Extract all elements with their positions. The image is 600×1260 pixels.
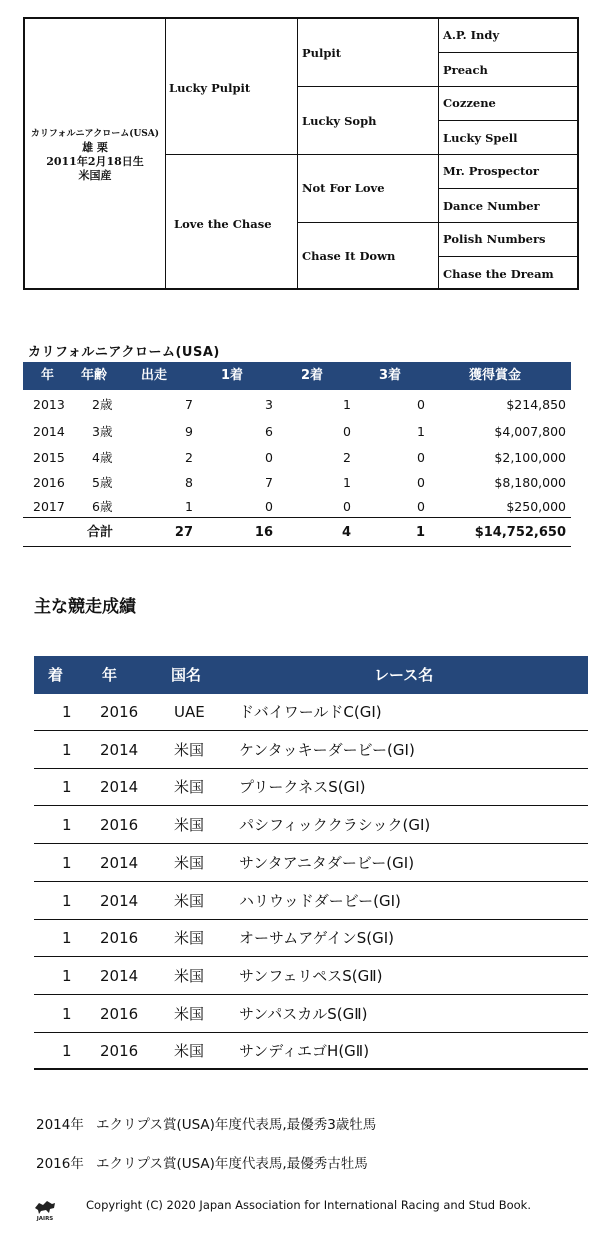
results-cell-third: 0 — [417, 397, 425, 412]
results-cell-earnings: $214,850 — [506, 397, 566, 412]
results-cell-second: 0 — [343, 499, 351, 514]
results-cell-third: 0 — [417, 499, 425, 514]
race-cell-country: 米国 — [174, 1042, 205, 1061]
pedigree-gen3-6: Dance Number — [439, 189, 579, 223]
race-cell-race-name: プリークネスS(GⅠ) — [239, 778, 366, 797]
race-cell-race-name: パシフィッククラシック(GⅠ) — [239, 816, 431, 835]
race-cell-country: 米国 — [174, 778, 205, 797]
races-header-country: 国名 — [171, 666, 202, 684]
race-cell-place: 1 — [62, 778, 72, 797]
svg-text:JAIRS: JAIRS — [36, 1216, 54, 1221]
major-races-title: 主な競走成績 — [34, 597, 136, 617]
race-cell-race-name: サンフェリペスS(GⅡ) — [239, 966, 383, 985]
results-cell-starts: 2 — [185, 450, 193, 465]
jairs-logo-icon — [32, 1195, 58, 1221]
results-cell-age: 6歳 — [92, 499, 113, 514]
results-cell-first: 3 — [265, 397, 273, 412]
race-cell-race-name: ドバイワールドC(GⅠ) — [239, 703, 382, 721]
race-cell-country: 米国 — [174, 740, 205, 759]
race-cell-year: 2014 — [100, 778, 139, 797]
results-cell-earnings: $250,000 — [506, 499, 566, 514]
horse-info-cell — [25, 19, 166, 290]
results-cell-earnings: $4,007,800 — [494, 424, 566, 439]
results-cell-starts: 9 — [185, 424, 193, 439]
pedigree-dam-sire: Not For Love — [298, 155, 439, 223]
award-year: 2016年 — [36, 1156, 84, 1172]
race-cell-place: 1 — [62, 929, 72, 948]
race-row — [34, 845, 588, 882]
results-header-earnings: 獲得賞金 — [469, 368, 522, 383]
race-cell-year: 2016 — [100, 929, 139, 948]
race-cell-place: 1 — [62, 853, 72, 872]
race-cell-place: 1 — [62, 1004, 72, 1023]
results-cell-first: 0 — [265, 450, 273, 465]
race-cell-race-name: サンディエゴH(GⅡ) — [239, 1042, 370, 1061]
results-header-year: 年 — [41, 368, 55, 383]
race-cell-country: 米国 — [174, 816, 205, 835]
results-cell-first: 0 — [265, 499, 273, 514]
race-cell-place: 1 — [62, 891, 72, 910]
race-cell-country: 米国 — [174, 1004, 205, 1023]
total-starts: 27 — [174, 525, 193, 540]
results-cell-second: 1 — [343, 475, 351, 490]
results-cell-second: 0 — [343, 424, 351, 439]
major-races-header-row — [34, 656, 588, 694]
results-row — [23, 495, 571, 519]
race-cell-race-name: サンタアニタダービー(GⅠ) — [239, 853, 415, 872]
total-first: 16 — [254, 525, 273, 540]
pedigree-gen3-3: Cozzene — [439, 87, 579, 121]
total-third: 1 — [415, 525, 425, 540]
total-label: 合計 — [87, 525, 114, 540]
results-row — [23, 393, 571, 417]
pedigree-table — [23, 17, 579, 290]
race-row — [34, 958, 588, 995]
race-cell-race-name: ハリウッドダービー(GⅠ) — [239, 891, 401, 910]
race-cell-year: 2014 — [100, 853, 139, 872]
results-total-row — [23, 521, 571, 545]
race-cell-place: 1 — [62, 740, 72, 759]
horse-origin: 米国産 — [78, 168, 112, 182]
race-row — [34, 1033, 588, 1070]
pedigree-gen3-8: Chase the Dream — [443, 267, 554, 281]
pedigree-sire: Lucky Pulpit — [165, 19, 298, 155]
pedigree-sire-dam: Lucky Soph — [298, 87, 439, 155]
pedigree-dam: Love the Chase — [165, 155, 298, 290]
races-header-year: 年 — [102, 666, 118, 684]
race-cell-country: UAE — [174, 703, 205, 721]
total-earnings: $14,752,650 — [474, 525, 566, 540]
pedigree-dam-dam: Chase It Down — [298, 223, 439, 290]
award-2 — [36, 1152, 368, 1172]
results-cell-starts: 1 — [185, 499, 193, 514]
results-cell-second: 1 — [343, 397, 351, 412]
results-row — [23, 420, 571, 444]
race-row — [34, 732, 588, 769]
results-cell-first: 6 — [265, 424, 273, 439]
pedigree-gen3-2: Preach — [439, 53, 579, 87]
race-row — [34, 694, 588, 731]
races-header-place: 着 — [48, 666, 64, 684]
results-header-second: 2着 — [301, 368, 324, 383]
race-cell-year: 2014 — [100, 891, 139, 910]
race-row — [34, 807, 588, 844]
race-cell-year: 2016 — [100, 1042, 139, 1061]
results-cell-year: 2015 — [33, 450, 65, 465]
race-cell-year: 2016 — [100, 1004, 139, 1023]
pedigree-gen3-5: Mr. Prospector — [439, 155, 579, 189]
race-cell-year: 2014 — [100, 966, 139, 985]
race-cell-place: 1 — [62, 816, 72, 835]
race-cell-place: 1 — [62, 703, 72, 721]
race-cell-year: 2014 — [100, 740, 139, 759]
results-cell-starts: 8 — [185, 475, 193, 490]
results-cell-year: 2014 — [33, 424, 65, 439]
race-row — [34, 920, 588, 957]
results-cell-age: 2歳 — [92, 397, 113, 412]
results-row — [23, 471, 571, 495]
results-header-row — [23, 362, 571, 390]
race-cell-race-name: サンパスカルS(GⅡ) — [239, 1004, 368, 1023]
award-text: エクリプス賞(USA)年度代表馬,最優秀古牡馬 — [96, 1156, 368, 1172]
horse-birth-date: 2011年2月18日生 — [46, 154, 144, 168]
total-second: 4 — [341, 525, 351, 540]
results-title: カリフォルニアクローム(USA) — [28, 345, 220, 360]
results-header-starts: 出走 — [141, 368, 168, 383]
results-cell-second: 2 — [343, 450, 351, 465]
results-cell-third: 1 — [417, 424, 425, 439]
race-row — [34, 883, 588, 920]
results-cell-third: 0 — [417, 475, 425, 490]
race-cell-race-name: ケンタッキーダービー(GⅠ) — [239, 740, 415, 759]
results-cell-age: 5歳 — [92, 475, 113, 490]
horse-sex-color: 雄 栗 — [82, 140, 108, 154]
results-header-first: 1着 — [221, 368, 244, 383]
race-cell-country: 米国 — [174, 891, 205, 910]
race-cell-race-name: オーサムアゲインS(GⅠ) — [239, 929, 395, 948]
results-cell-age: 3歳 — [92, 424, 113, 439]
results-divider — [23, 517, 571, 518]
race-cell-place: 1 — [62, 1042, 72, 1061]
results-bottom-rule — [23, 546, 571, 547]
results-cell-starts: 7 — [185, 397, 193, 412]
pedigree-gen3-4: Lucky Spell — [439, 121, 579, 155]
pedigree-sire-sire: Pulpit — [298, 19, 439, 87]
award-text: エクリプス賞(USA)年度代表馬,最優秀3歳牡馬 — [96, 1117, 377, 1133]
races-header-race-name: レース名 — [374, 666, 434, 684]
horse-name: カリフォルニアクローム(USA) — [30, 128, 160, 139]
results-row — [23, 446, 571, 470]
race-cell-country: 米国 — [174, 929, 205, 948]
results-cell-third: 0 — [417, 450, 425, 465]
results-cell-earnings: $2,100,000 — [494, 450, 566, 465]
results-header-age: 年齢 — [81, 368, 108, 383]
results-cell-first: 7 — [265, 475, 273, 490]
results-cell-age: 4歳 — [92, 450, 113, 465]
copyright-text: Copyright (C) 2020 Japan Association for International Racing and Stud Book. — [86, 1198, 531, 1212]
race-cell-year: 2016 — [100, 703, 139, 721]
race-cell-year: 2016 — [100, 816, 139, 835]
race-cell-place: 1 — [62, 966, 72, 985]
award-1 — [36, 1113, 376, 1133]
results-cell-earnings: $8,180,000 — [494, 475, 566, 490]
results-cell-year: 2013 — [33, 397, 65, 412]
race-row — [34, 769, 588, 806]
award-year: 2014年 — [36, 1117, 84, 1133]
results-cell-year: 2017 — [33, 499, 65, 514]
race-cell-country: 米国 — [174, 966, 205, 985]
race-cell-country: 米国 — [174, 853, 205, 872]
race-row — [34, 996, 588, 1033]
pedigree-gen3-7: Polish Numbers — [439, 223, 579, 257]
results-header-third: 3着 — [379, 368, 402, 383]
results-cell-year: 2016 — [33, 475, 65, 490]
pedigree-gen3-1: A.P. Indy — [439, 19, 579, 53]
